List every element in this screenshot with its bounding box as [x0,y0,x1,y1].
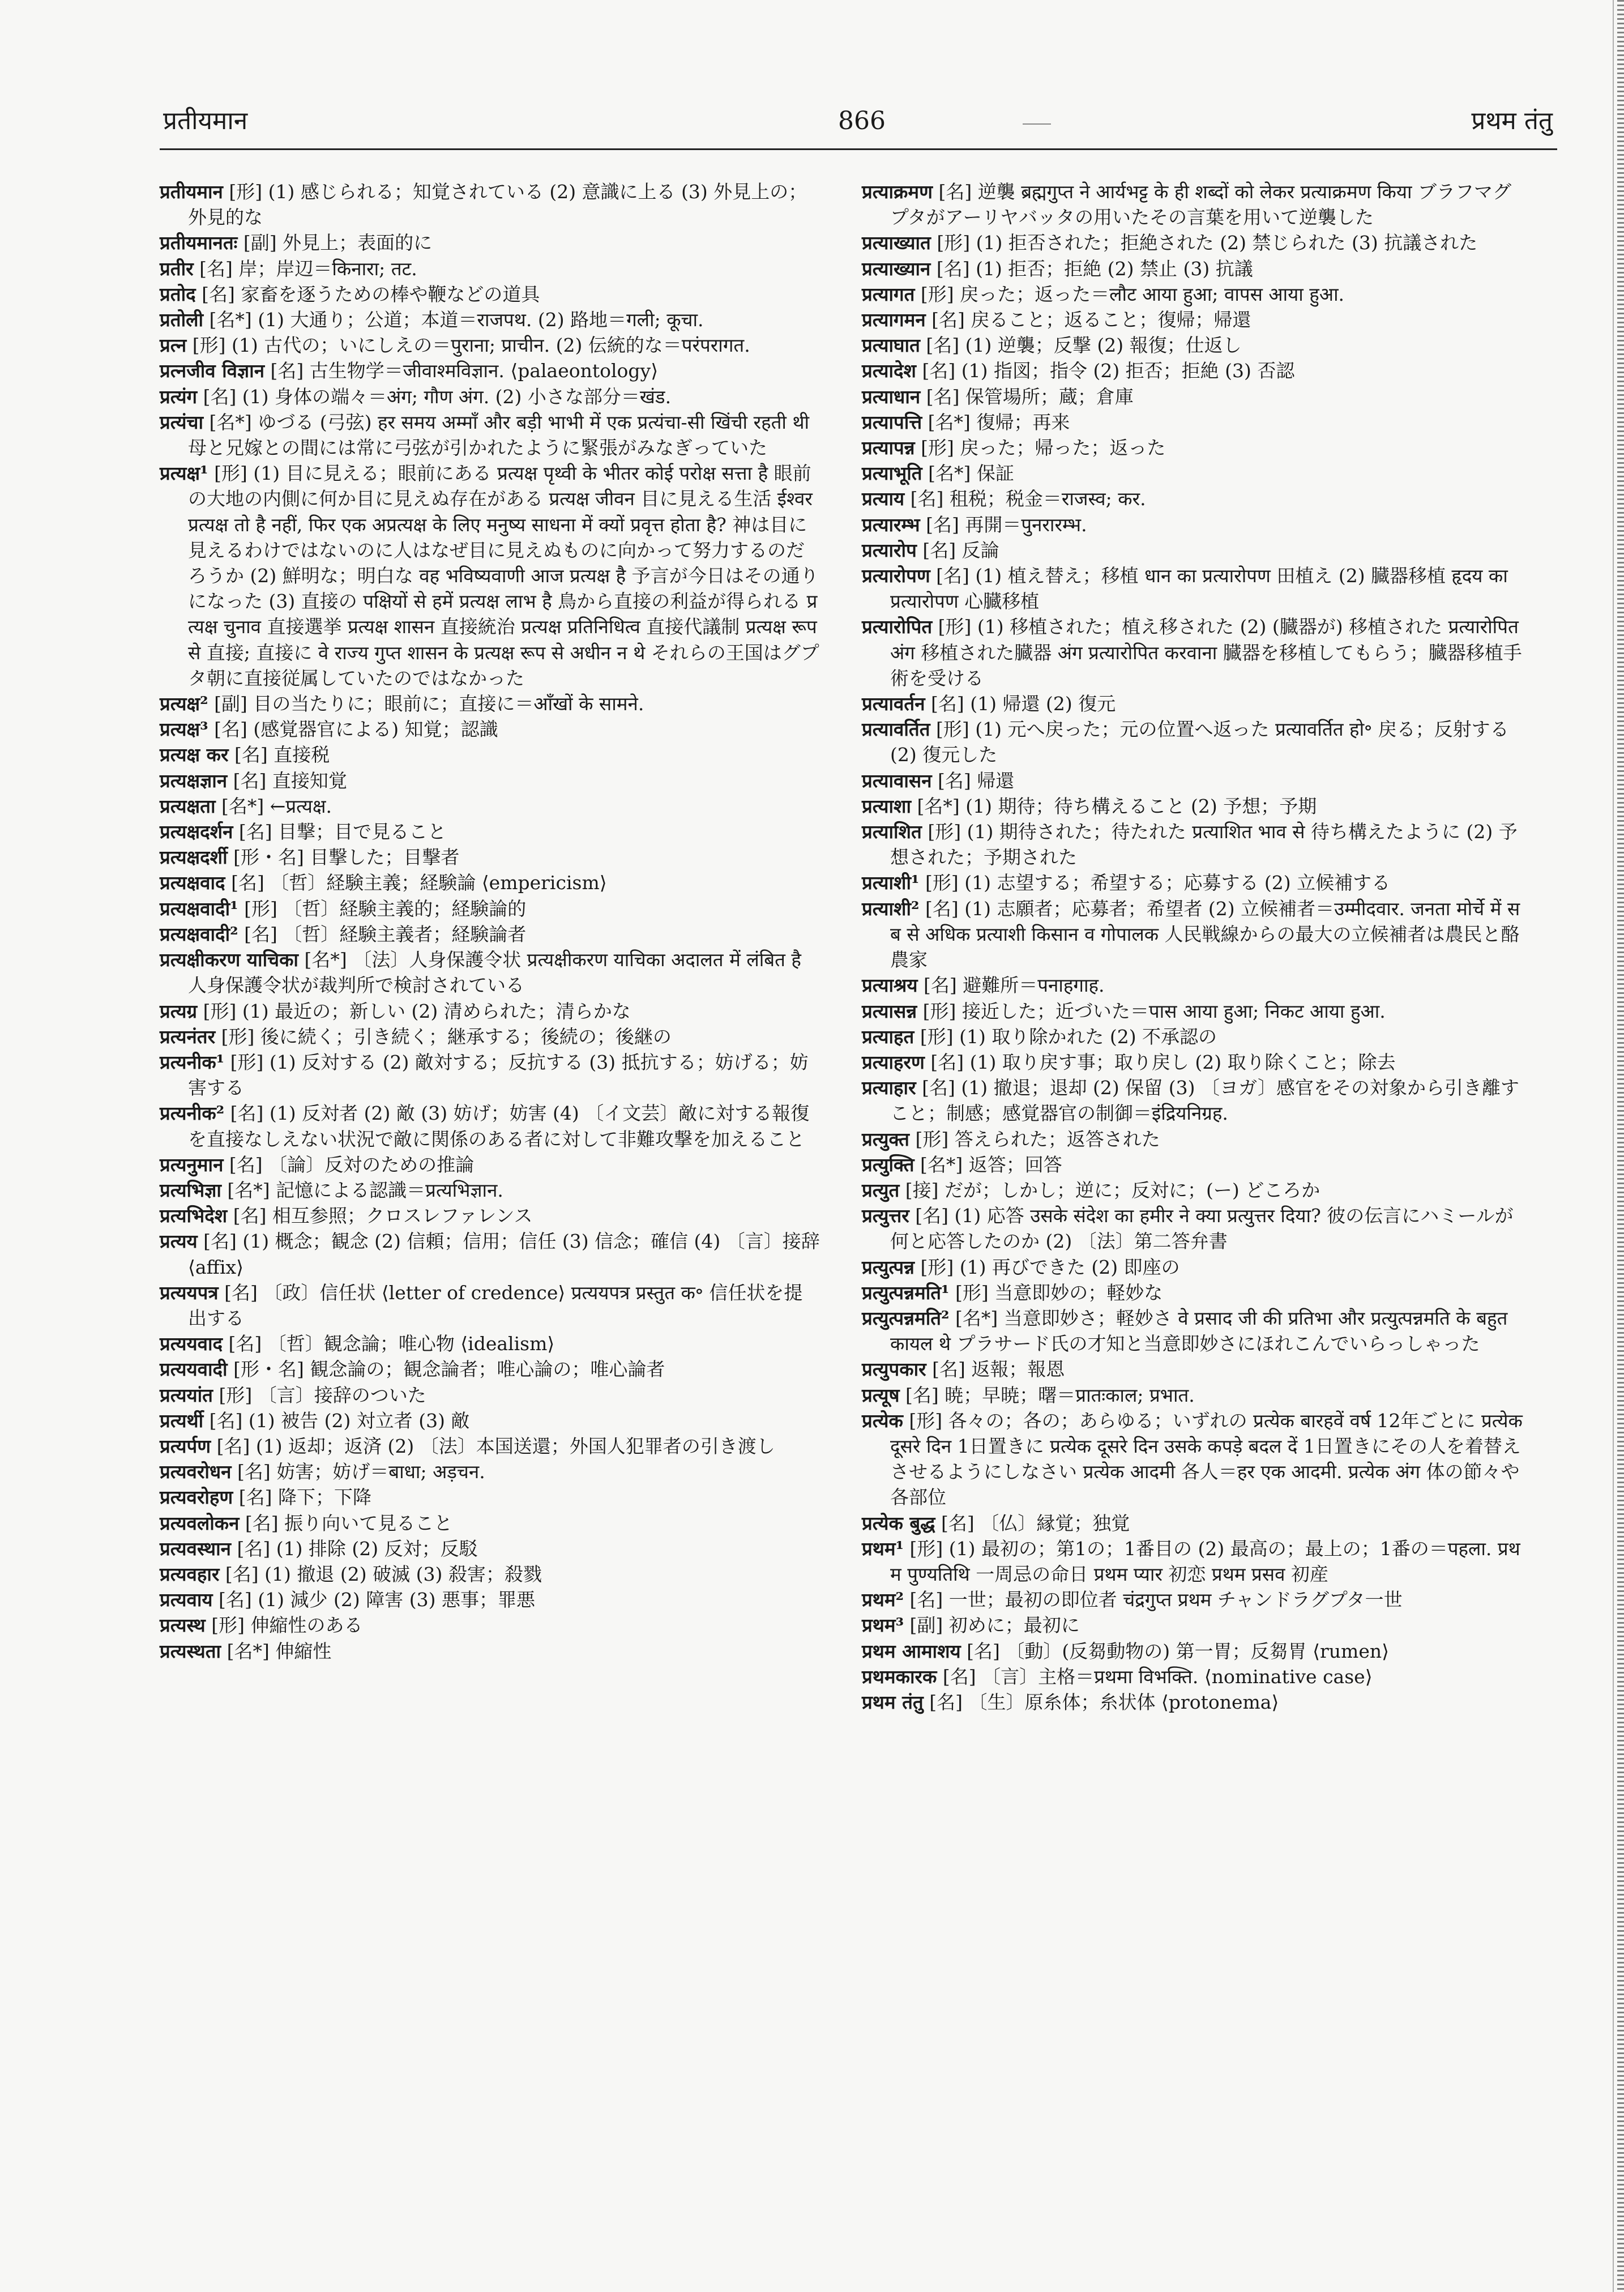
definition: [形] 伸縮性のある [205,1614,363,1637]
definition: [形] (1) 元へ戻った；元の位置へ返った प्रत्यावर्तित हो॰ 戻る；反射する (2) 復元した [890,718,1509,766]
dictionary-entry [160,691,821,716]
headword: प्रत्याश्रय [862,974,918,997]
dictionary-entry [160,793,821,819]
right-column [862,179,1523,1715]
headword: प्रत्यक्षदर्शी [160,846,228,869]
dictionary-entry [160,896,821,921]
headword: प्रतीयमानतः [160,232,238,254]
dictionary-entry [160,1280,821,1331]
definition: [名] (1) 排除 (2) 反対；反駁 [230,1537,478,1560]
headword: प्रत्येक बुद्ध [862,1512,935,1534]
dictionary-entry [862,435,1523,460]
dictionary-entry [862,1536,1523,1587]
definition: [名] 〔動〕(反芻動物の) 第一胃；反芻胃 ⟨rumen⟩ [960,1640,1389,1662]
dictionary-entry [862,1305,1523,1356]
dictionary-entry [862,691,1523,716]
headword: प्रत्यक्ष¹ [160,462,208,485]
definition: [形] (1) 取り除かれた (2) 不承認の [914,1025,1217,1048]
headword: प्रत्यक्षीकरण याचिका [160,949,298,971]
headword: प्रत्न [160,334,187,357]
dictionary-entry [862,716,1523,767]
headword: प्रत्युपकार [862,1358,926,1381]
definition: [形] 接近した；近づいた＝पास आया हुआ; निकट आया हुआ. [917,1000,1386,1022]
dictionary-entry [862,1280,1523,1305]
definition: [名] 暁；早暁；曙＝प्रातःकाल; प्रभात. [899,1384,1195,1406]
headword: प्रत्यंग [160,385,198,408]
headword: प्रत्युत्तर [862,1205,909,1227]
definition: [形] 後に続く；引き続く；継承する；後続の；後継の [215,1025,672,1048]
dictionary-entry [862,1664,1523,1689]
definition: [名] 古生物学＝जीवाश्मविज्ञान. ⟨palaeontology⟩ [264,360,659,382]
definition: [形] 各々の；各の；あらゆる；いずれの प्रत्येक बारहवें वर्ष 12年ごとに प्रत्येक दूसरे दिन 1日置きに प्रत्येक दूसरे दिन उसके कपड़े बदल दें 1日置きにその人を着替えさせるようにしなさい प्रत्येक आदमी 各人＝हर एक आदमी. प्रत्येक अंग 体の節々や各部位 [890,1409,1523,1509]
definition: [形] (1) 反対する (2) 敵対する；反抗する (3) 抵抗する；妨げる；妨害する [188,1051,809,1099]
definition: [名] 目撃；目で見ること [233,821,447,843]
definition: [名*] 復帰；再来 [922,411,1070,433]
dictionary-entry [160,819,821,844]
dictionary-entry [862,179,1523,230]
definition: [名] 〔論〕反対のための推論 [223,1153,475,1176]
dictionary-entry [862,486,1523,511]
dictionary-entry [862,563,1523,614]
headword: प्रत्यावर्तित [862,718,930,741]
dictionary-entry [160,870,821,895]
dictionary-entry [160,1100,821,1151]
definition: [名] 保管場所；蔵；倉庫 [920,385,1134,408]
headword: प्रत्यक्षवादी² [160,923,238,945]
dictionary-entry [862,1254,1523,1280]
headword: प्रत्याशा [862,795,912,817]
headword: प्रत्यारोप [862,539,917,561]
definition: [形] (1) 移植された；植え移された (2) (臓器が) 移植された प्रत्यारोपित अंग 移植された臓器 अंग प्रत्यारोपित करवाना 臓器を移植してもらう；臓器移植手術を受ける [890,616,1522,689]
headword: प्रत्याख्यात [862,232,931,254]
dictionary-entry [862,1408,1523,1510]
definition: [形] 答えられた；返答された [909,1128,1160,1150]
dictionary-entry [160,1177,821,1203]
dictionary-entry [160,1587,821,1612]
definition: [形] (1) 古代の；いにしえの＝पुराना; प्राचीन. (2) 伝統的な＝परंपरागत. [186,334,750,357]
dictionary-entry [862,1689,1523,1715]
headword: प्रत्ययवाद [160,1333,223,1355]
definition: [副] 目の当たりに；眼前に；直接に＝आँखों के सामने. [208,693,644,715]
headword: प्रत्यर्पण [160,1435,211,1457]
definition: [名*] 〔法〕人身保護令状 प्रत्यक्षीकरण याचिका अदालत में लंबित है 人身保護令状が裁判所で検討されている [188,949,801,997]
dictionary-entry [160,1561,821,1587]
dictionary-entry [862,870,1523,895]
headword: प्रत्यय [160,1230,198,1253]
headword: प्रत्याहत [862,1025,914,1048]
dictionary-entry [160,307,821,332]
dictionary-entry [862,460,1523,486]
definition: [形] 戻った；返った＝लौट आया हुआ; वापस आया हुआ. [914,283,1345,305]
definition: [名] 直接知覚 [227,769,347,792]
definition: [名*] (1) 大通り；公道；本道＝राजपथ. (2) 路地＝गली; कूचा. [203,309,704,331]
dictionary-entry [862,1612,1523,1638]
dictionary-entry [862,537,1523,563]
dictionary-entry [160,921,821,947]
headword: प्रत्यावर्तन [862,693,925,715]
definition: [形] (1) 拒否された；拒絶された (2) 禁じられた (3) 抗議された [930,232,1478,254]
definition: [名] (1) 被告 (2) 対立者 (3) 敵 [203,1409,470,1432]
headword: प्रत्यवाय [160,1589,213,1611]
definition: [名*] ←प्रत्यक्ष. [215,795,332,817]
headword: प्रत्ययांत [160,1384,213,1406]
headword: प्रत्यवरोधन [160,1461,232,1483]
dictionary-entry [160,358,821,383]
dictionary-entry [862,1356,1523,1382]
headword: प्रत्युत्पन्नमति² [862,1307,950,1329]
definition: [接] だが；しかし；逆に；反対に；(ー) どころか [899,1179,1320,1201]
definition: [名] 一世；最初の即位者 चंद्रगुप्त प्रथम チャンドラグプタ一世 [904,1589,1403,1611]
definition: [名] 逆襲 ब्रह्मगुप्त ने आर्यभट्ट के ही शब्दों को लेकर प्रत्याक्रमण किया ブラフマグプタがアーリヤバッタの用いたその言葉を用いて逆襲した [890,181,1512,229]
headword: प्रत्याक्रमण [862,181,933,203]
headword: प्रत्यूष [862,1384,900,1406]
dictionary-entry [160,1459,821,1484]
binding-edge [1617,0,1624,2292]
dictionary-entry [160,716,821,742]
headword: प्रथमकारक [862,1665,937,1688]
headword: प्रत्ययवादी [160,1358,228,1381]
dictionary-entry [862,1152,1523,1177]
headword: प्रत्याख्यान [862,257,931,280]
dictionary-entry [160,768,821,793]
dictionary-entry [160,409,821,460]
headword: प्रत्युत [862,1179,900,1201]
dictionary-entry [862,384,1523,409]
definition: [形] 〔言〕接辞のついた [212,1384,426,1406]
definition: [形] (1) 最初の；第1の；1番目の (2) 最高の；最上の；1番の＝पहला. प्रथम पुण्यतिथि 一周忌の命日 प्रथम प्यार 初恋 प्रथम प्रसव 初産 [890,1537,1520,1585]
headword: प्रत्यासन्न [862,1000,917,1022]
headword: प्रत्यादेश [862,360,916,382]
dictionary-entry [862,512,1523,537]
headword: प्रत्याहरण [862,1051,925,1073]
dictionary-entry [862,1024,1523,1049]
definition: [名] (1) 撤退 (2) 破滅 (3) 殺害；殺戮 [219,1563,542,1585]
headword: प्रत्याशी¹ [862,872,920,894]
definition: [形・名] 観念論の；観念論者；唯心論の；唯心論者 [227,1358,665,1381]
dictionary-entry [862,1382,1523,1408]
headword: प्रत्यावासन [862,769,932,792]
headword: प्रथम² [862,1589,904,1611]
headword: प्रत्याहार [862,1077,916,1099]
definition: [副] 外見上；表面的に [237,232,433,254]
headword: प्रत्याशित [862,821,922,843]
definition: [名] 〔仏〕縁覚；独覚 [935,1512,1130,1534]
headword: प्रत्यनंतर [160,1025,216,1048]
headword: प्रत्यक्षदर्शन [160,821,233,843]
headword: प्रत्युत्पन्न [862,1256,914,1278]
running-head-right: प्रथम तंतु [1471,106,1553,135]
definition: [名*] (1) 期待；待ち構えること (2) 予想；予期 [911,795,1317,817]
headword: प्रत्यस्थ [160,1614,206,1637]
definition: [名] (1) 概念；観念 (2) 信頼；信用；信任 (3) 信念；確信 (4) 〔言〕接辞 ⟨affix⟩ [188,1230,820,1278]
dictionary-entry [862,1203,1523,1254]
headword: प्रत्यागत [862,283,915,305]
definition: [名] (1) 逆襲；反撃 (2) 報復；仕返し [920,334,1242,357]
headword: प्रत्याघात [862,334,920,357]
headword: प्रत्यस्थता [160,1640,221,1662]
page-number: 866 [838,106,886,135]
definition: [名] 戻ること；返ること；復帰；帰還 [925,309,1251,331]
dictionary-entry [862,358,1523,383]
headword: प्रथम³ [862,1614,904,1637]
headword: प्रतीयमान [160,181,223,203]
definition: [副] 初めに；最初に [904,1614,1080,1637]
definition: [名] 〔言〕主格＝प्रथमा विभक्ति. ⟨nominative case⟩ [937,1665,1373,1688]
headword: प्रत्यक्ष² [160,693,208,715]
definition: [名] 帰還 [931,769,1015,792]
headword: प्रत्येक [862,1409,903,1432]
headword: प्रत्याभूति [862,462,922,485]
dictionary-entry [862,998,1523,1024]
dictionary-entry [862,230,1523,255]
headword: प्रत्यंचा [160,411,203,433]
dictionary-entry [160,384,821,409]
dictionary-entry [862,307,1523,332]
dictionary-entry [160,230,821,255]
dictionary-entry [862,1587,1523,1612]
definition: [名*] 保証 [922,462,1014,485]
binding-line [1613,0,1614,2292]
headword: प्रत्यनुमान [160,1153,224,1176]
definition: [名] 返報；報恩 [926,1358,1065,1381]
dictionary-entry [160,256,821,281]
dictionary-entry [862,896,1523,973]
definition: [形] 戻った；帰った；返った [914,437,1166,459]
definition: [名] (1) 指図；指令 (2) 拒否；拒絶 (3) 否認 [916,360,1295,382]
dictionary-entry [160,844,821,870]
definition: [名] 家畜を逐うための棒や鞭などの道具 [195,283,540,305]
headword: प्रत्यग्र [160,1000,198,1022]
dictionary-entry [862,972,1523,998]
dictionary-entry [160,281,821,307]
dictionary-entry [160,1203,821,1228]
definition: [名] 再開＝पुनरारम्भ. [920,513,1087,536]
headword: प्रत्यनीक¹ [160,1051,225,1073]
headword: प्रत्यक्षता [160,795,216,817]
dictionary-entry [862,793,1523,819]
headword: प्रत्यनीक² [160,1102,225,1125]
definition: [名] 〔政〕信任状 ⟨letter of credence⟩ प्रत्ययपत्र प्रस्तुत क॰ 信任状を提出する [188,1281,803,1329]
definition: [名] (1) 反対者 (2) 敵 (3) 妨げ；妨害 (4) 〔イ文芸〕敵に対する報復を直接なしえない状況で敵に関係のある者に対して非難攻撃を加えること [188,1102,810,1150]
headword: प्रत्यक्ष³ [160,718,208,741]
definition: [形] (1) 再びできた (2) 即座の [914,1256,1180,1278]
headword: प्रत्युक्ति [862,1153,914,1176]
definition: [名] (1) 志願者；応募者；希望者 (2) 立候補者＝उम्मीदवार. जनता मोर्चे में सब से अधिक प्रत्याशी किसान व गोपालक 人民戦線からの最大の立候補者は農民と酪農家 [890,897,1520,971]
definition: [名] (1) 帰還 (2) 復元 [925,693,1116,715]
definition: [名] (1) 拒否；拒絶 (2) 禁止 (3) 抗議 [930,257,1253,280]
definition: [名] 反論 [916,539,999,561]
definition: [形] 当意即妙の；軽妙な [949,1281,1163,1304]
dictionary-entry [160,1382,821,1408]
definition: [名] 直接税 [228,744,330,766]
definition: [名] (1) 取り戻す事；取り戻し (2) 取り除くこと；除去 [924,1051,1396,1073]
definition: [名] 相互参照；クロスレファレンス [227,1205,533,1227]
dictionary-entry [160,1152,821,1177]
dictionary-entry [862,1510,1523,1536]
definition: [形] 〔哲〕経験主義的；経験論的 [238,897,527,920]
definition: [名] 〔哲〕観念論；唯心物 ⟨idealism⟩ [223,1333,555,1355]
headword: प्रत्यापत्ति [862,411,922,433]
definition: [名] 〔哲〕経験主義；経験論 ⟨empericism⟩ [225,872,607,894]
definition: [名] 租税；税金＝राजस्व; कर. [904,488,1146,510]
dictionary-entry [862,1177,1523,1203]
headword: प्रतोली [160,309,204,331]
definition: [名] (1) 身体の端々＝अंग; गौण अंग. (2) 小さな部分＝खंड. [197,385,672,408]
definition: [名*] 伸縮性 [221,1640,332,1662]
headword: प्रतीर [160,257,194,280]
headword: प्रत्यारोपित [862,616,933,638]
headword: प्रत्नजीव विज्ञान [160,360,265,382]
header-mark [1023,123,1051,125]
dictionary-entry [862,409,1523,435]
definition: [名] 妨害；妨げ＝बाधा; अड़चन. [231,1461,485,1483]
definition: [形] (1) 最近の；新しい (2) 清められた；清らかな [197,1000,631,1022]
definition: [名] 〔哲〕経験主義者；経験論者 [238,923,527,945]
headword: प्रत्याशी² [862,897,920,920]
dictionary-entry [862,1638,1523,1664]
dictionary-entry [160,1331,821,1356]
definition: [名] 岸；岸辺＝किनारा; तट. [193,257,417,280]
definition: [名] 振り向いて見ること [239,1512,453,1534]
headword: प्रत्यवरोहण [160,1486,233,1509]
dictionary-entry [160,998,821,1024]
dictionary-entry [862,614,1523,691]
dictionary-entry [160,1510,821,1536]
dictionary-entry [160,1484,821,1510]
running-head-left: प्रतीयमान [163,106,248,135]
headword: प्रत्युक्त [862,1128,909,1150]
definition: [形] (1) 感じられる；知覚されている (2) 意識に上る (3) 外見上の；外見的な [188,181,807,229]
definition: [名] (1) 返却；返済 (2) 〔法〕本国送還；外国人犯罪者の引き渡し [211,1435,775,1457]
definition: [形] (1) 志望する；希望する；応募する (2) 立候補する [919,872,1391,894]
headword: प्रत्यभिज्ञा [160,1179,221,1201]
definition: [形] (1) 目に見える；眼前にある प्रत्यक्ष पृथ्वी के भीतर कोई परोक्ष सत्ता है 眼前の大地の内側に何か目に見えぬ存在がある प्रत्यक्ष जीवन 目に見える生活 ईश्वर प्रत्यक्ष तो है नहीं, फिर एक अप्रत्यक्ष के लिए मनुष्य साधना में क्यों प्रवृत्त होता है? 神は目に見えるわけではないのに人はなぜ目に見えぬものに向かって努力するのだろうか (2) 鮮明な；明白な वह भविष्यवाणी आज प्रत्यक्ष है 予言が今日はその通りになった (3) 直接の पक्षियों से हमें प्रत्यक्ष लाभ है 鳥から直接の利益が得られる प्रत्यक्ष चुनाव 直接選挙 प्रत्यक्ष शासन 直接統治 प्रत्यक्ष प्रतिनिधित्व 直接代議制 प्रत्यक्ष रूप से 直接; 直接に वे राज्य गुप्त शासन के प्रत्यक्ष रूप से अधीन न थे それらの王国はグプタ朝に直接従属していたのではなかった [188,462,819,689]
dictionary-entry [862,768,1523,793]
dictionary-entry [160,1612,821,1638]
headword: प्रतोद [160,283,196,305]
headword: प्रत्यवस्थान [160,1537,231,1560]
headword: प्रत्यक्षवाद [160,872,225,894]
headword: प्रत्यक्षवादी¹ [160,897,238,920]
left-column [160,179,821,1664]
definition: [形・名] 目撃した；目撃者 [227,846,460,869]
dictionary-entry [160,1638,821,1664]
headword: प्रत्यापन्न [862,437,915,459]
headword: प्रथम तंतु [862,1691,924,1713]
headword: प्रत्यभिदेश [160,1205,228,1227]
dictionary-entry [862,1049,1523,1075]
definition: [名*] 返答；回答 [914,1153,1062,1176]
dictionary-entry [160,1536,821,1561]
dictionary-entry [160,1356,821,1382]
definition: [名] (感覚器官による) 知覚；認識 [208,718,498,741]
definition: [名*] 当意即妙さ；軽妙さ वे प्रसाद जी की प्रतिभा और प्रत्युत्पन्नमति के बहुत कायल थे プラサード氏の才知と当意即妙さにほれこんでいらっしゃった [890,1307,1508,1355]
headword: प्रत्यक्षज्ञान [160,769,228,792]
dictionary-entry [862,256,1523,281]
dictionary-entry [160,947,821,998]
definition: [名*] ゆづる (弓弦) हर समय अम्माँ और बड़ी भाभी में एक प्रत्यंचा-सी खिंची रहती थी 母と兄嫁との間には常に弓弦が引かれたように緊張がみなぎっていた [188,411,810,459]
dictionary-entry [160,1408,821,1433]
dictionary-entry [862,819,1523,870]
definition: [名] 降下；下降 [233,1486,371,1509]
dictionary-entry [862,281,1523,307]
dictionary-entry [160,1228,821,1279]
headword: प्रत्यारोपण [862,565,930,587]
headword: प्रत्याधान [862,385,921,408]
headword: प्रत्यक्ष कर [160,744,229,766]
definition: [名] (1) 減少 (2) 障害 (3) 悪事；罪悪 [212,1589,535,1611]
definition: [名*] 記憶による認識＝प्रत्यभिज्ञान. [221,1179,503,1201]
headword: प्रत्ययपत्र [160,1281,219,1304]
dictionary-entry [160,179,821,230]
dictionary-entry [160,1024,821,1049]
headword: प्रत्युत्पन्नमति¹ [862,1281,950,1304]
dictionary-entry [862,1075,1523,1126]
dictionary-entry [160,460,821,691]
definition: [形] (1) 期待された；待たれた प्रत्याशित भाव से 待ち構えたように (2) 予想された；予期された [890,821,1518,869]
headword: प्रथम¹ [862,1537,904,1560]
header-rule [160,148,1557,150]
definition: [名] (1) 応答 उसके संदेश का हमीर ने क्या प्रत्युत्तर दिया? 彼の伝言にハミールが何と応答したのか (2) 〔法〕第二答弁書 [890,1205,1514,1253]
headword: प्रत्याय [862,488,905,510]
headword: प्रत्यवहार [160,1563,220,1585]
headword: प्रत्यागमन [862,309,926,331]
headword: प्रथम आमाशय [862,1640,961,1662]
dictionary-entry [160,1049,821,1100]
headword: प्रत्यवलोकन [160,1512,240,1534]
dictionary-entry [160,742,821,767]
dictionary-entry [160,1433,821,1459]
dictionary-entry [862,332,1523,358]
dictionary-entry [160,332,821,358]
definition: [名] 避難所＝पनाहगाह. [917,974,1105,997]
definition: [名] 〔生〕原糸体；糸状体 ⟨protonema⟩ [923,1691,1279,1713]
definition: [名] (1) 植え替え；移植 धान का प्रत्यारोपण 田植え (2) 臓器移植 हृदय का प्रत्यारोपण 心臓移植 [890,565,1508,613]
dictionary-entry [862,1126,1523,1152]
headword: प्रत्यर्थी [160,1409,204,1432]
headword: प्रत्यारम्भ [862,513,920,536]
definition: [名] (1) 撤退；退却 (2) 保留 (3) 〔ヨガ〕感官をその対象から引き離すこと；制感；感覚器官の制御＝इंद्रियनिग्रह. [890,1077,1520,1125]
